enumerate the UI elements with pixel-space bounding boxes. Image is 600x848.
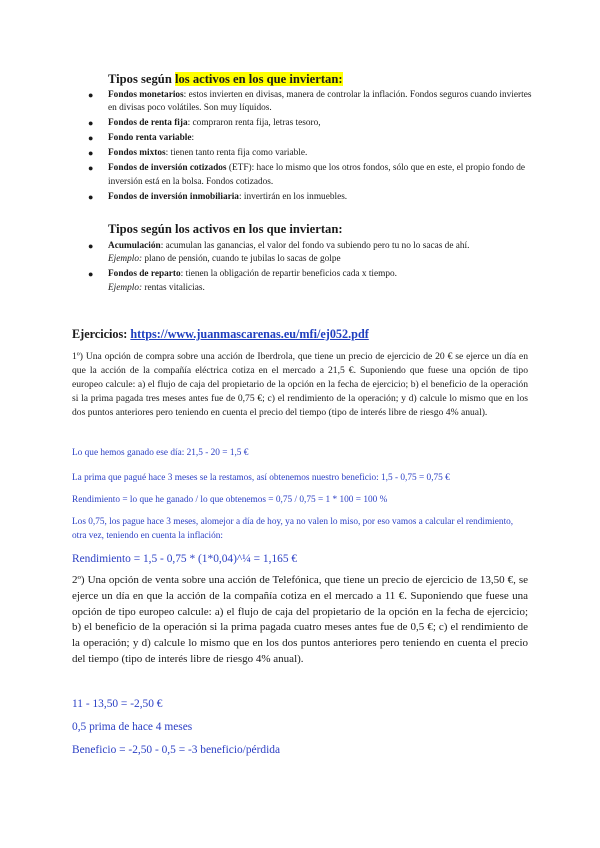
item-text: (ETF): hace lo mismo que los otros fondos, sólo que en este, el propio fondo de inversión está en la bolsa. Fondos cotizados. (108, 163, 526, 187)
item-text: : tienen la obligación de repartir beneficios cada x tiempo. (180, 269, 397, 280)
bullet-icon: ● (88, 241, 94, 251)
list-item (86, 147, 532, 160)
item-term: Fondos de reparto (108, 269, 181, 280)
bullet-icon: ● (88, 133, 94, 144)
item-text: : tienen tanto renta fija como variable. (165, 148, 308, 159)
exercise1-line4: Los 0,75, los pague hace 3 meses, alomejor a día de hoy, ya no valen lo miso, por eso vamos a calcular el rendimiento, otra vez, teniendo en cuenta la inflación: (72, 517, 514, 542)
list-item (86, 132, 532, 145)
item-term: Acumulación (108, 241, 161, 251)
example-text: plano de pensión, cuando te jubilas lo sacas de golpe (142, 254, 341, 265)
item-term: Fondos de inversión inmobiliaria (108, 191, 239, 202)
exercise2-statement: 2º) Una opción de venta sobre una acción de Telefónica, que tiene un precio de ejercicio de 13,50 €, se ejerce un día en que la acción de la compañía cotiza en el mercado a 11 €. Suponiendo que fuese una opción de tipo europeo calcule: a) el flujo de caja del propietario de la opción en la fecha de ejercicio; b) el beneficio de la operación si la prima pagada cuatro meses antes fue de 0,5 €; c) el rendimiento de la operación; y d) calcule lo mismo que en los dos puntos anteriores pero teniendo en cuenta el precio del tiempo (tipo de interés libre de riesgo 4% anual). (72, 574, 528, 665)
item-text: : invertirán en los inmuebles. (238, 191, 348, 202)
example-text: rentas vitalicias. (142, 282, 205, 293)
exercise1-line3: Rendimiento = lo que he ganado / lo que obtenemos = 0,75 / 0,75 = 1 * 100 = 100 % (72, 495, 388, 505)
item-term: Fondos monetarios (108, 90, 184, 100)
item-term: Fondos de inversión cotizados (108, 163, 227, 174)
item-text: : compraron renta fija, letras tesoro, (187, 118, 321, 129)
item-text: : estos invierten en divisas, manera de controlar la inflación. Fondos seguros cuando inviertes en divisas poco volátiles. Son muy líquidos. (108, 90, 532, 114)
exercise1-line2: La prima que pagué hace 3 meses se la restamos, así obtenemos nuestro beneficio: 1,5 - 0,75 = 0,75 € (72, 473, 450, 483)
item-term: Fondos mixtos (108, 148, 166, 159)
section1-heading-highlight: los activos en los que inviertan: (174, 72, 343, 86)
section2-heading: Tipos según los activos en los que inviertan: (108, 222, 343, 236)
section1-heading (108, 72, 343, 87)
exercises-link[interactable]: https://www.juanmascarenas.eu/mfi/ej052.pdf (130, 327, 369, 341)
list-item (86, 268, 532, 295)
bullet-icon: ● (88, 90, 94, 100)
exercise2-line1: 11 - 13,50 = -2,50 € (72, 698, 163, 710)
section1-heading-prefix: Tipos según (108, 72, 175, 86)
bullet-icon: ● (88, 148, 94, 159)
item-term: Fondo renta variable (108, 133, 192, 144)
list-item (86, 89, 532, 116)
example-label: Ejemplo: (108, 282, 143, 293)
exercise1-line5: Rendimiento = 1,5 - 0,75 * (1*0,04)^¼ = 1,165 € (72, 553, 298, 565)
exercise1-line1: Lo que hemos ganado ese día: 21,5 - 20 = 1,5 € (72, 448, 249, 458)
list-item (86, 240, 532, 267)
item-text: : acumulan las ganancias, el valor del fondo va subiendo pero tu no lo sacas de ahí. (160, 241, 470, 251)
bullet-icon: ● (88, 269, 94, 280)
bullet-icon: ● (88, 191, 94, 202)
exercises-label: Ejercicios: (72, 327, 131, 341)
example-label: Ejemplo: (108, 254, 143, 265)
item-term: Fondos de renta fija (108, 118, 188, 129)
bullet-icon: ● (88, 118, 94, 129)
exercise1-statement: 1º) Una opción de compra sobre una acción de Iberdrola, que tiene un precio de ejercicio de 20 € se ejerce un día en que la acción de la compañía eléctrica cotiza en el mercado a 21,5 €. Suponiendo que fuese una opción de tipo europeo calcule: a) el flujo de caja del propietario de la opción en la fecha de ejercicio; b) el beneficio de la operación si la prima pagada tres meses antes fue de 0,75 €; c) el rendimiento de la operación; y d) calcule lo mismo que en los dos puntos anteriores pero teniendo en cuenta el precio del tiempo (tipo de interés libre de riesgo 4% anual). (72, 351, 528, 419)
bullet-icon: ● (88, 163, 94, 174)
list-item (86, 191, 532, 204)
section2-list (86, 240, 532, 297)
list-item (86, 117, 532, 130)
list-item (86, 162, 532, 189)
exercises-title (72, 327, 369, 342)
exercise2-line2: 0,5 prima de hace 4 meses (72, 721, 193, 733)
item-text: : (191, 133, 195, 144)
section1-list (86, 89, 532, 206)
exercise2-line3: Beneficio = -2,50 - 0,5 = -3 beneficio/pérdida (72, 744, 281, 756)
